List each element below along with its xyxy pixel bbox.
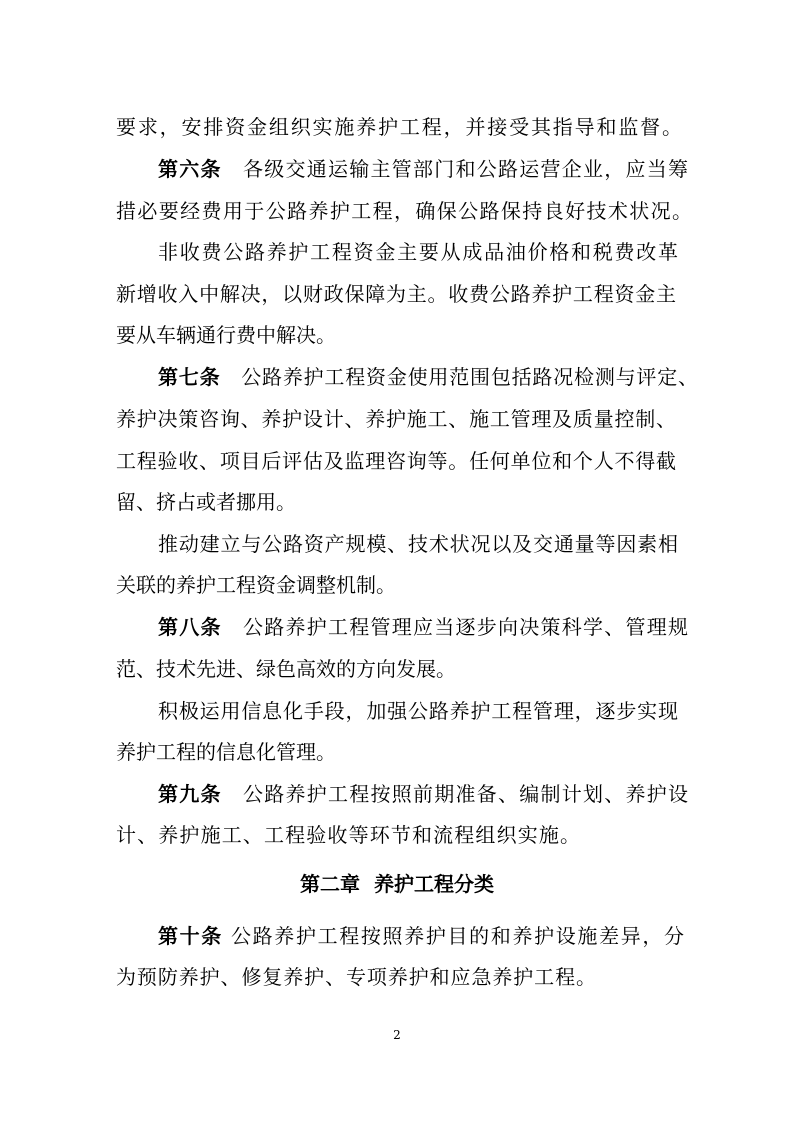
body-line-4: 非收费公路养护工程资金主要从成品油价格和税费改革 bbox=[158, 240, 678, 264]
article-10-label: 第十条 bbox=[158, 924, 223, 948]
body-line-10: 留、挤占或者挪用。 bbox=[116, 490, 296, 514]
article-9-text: 公路养护工程按照前期准备、编制计划、养护设 bbox=[243, 782, 688, 806]
article-6-text: 各级交通运输主管部门和公路运营企业，应当筹 bbox=[243, 157, 688, 181]
article-6-label: 第六条 bbox=[158, 157, 222, 181]
article-6-line-1 bbox=[158, 157, 688, 181]
body-line-8: 养护决策咨询、养护设计、养护施工、施工管理及质量控制、 bbox=[116, 407, 676, 431]
body-line-16: 养护工程的信息化管理。 bbox=[116, 740, 336, 764]
body-line-6: 要从车辆通行费中解决。 bbox=[116, 323, 336, 347]
article-10-line-1 bbox=[158, 924, 684, 948]
body-line-14: 范、技术先进、绿色高效的方向发展。 bbox=[116, 657, 456, 681]
article-9-line-1 bbox=[158, 782, 688, 806]
body-line-1: 要求，安排资金组织实施养护工程，并接受其指导和监督。 bbox=[116, 115, 682, 139]
article-7-text: 公路养护工程资金使用范围包括路况检测与评定、 bbox=[241, 365, 699, 389]
body-line-9: 工程验收、项目后评估及监理咨询等。任何单位和个人不得截 bbox=[116, 449, 676, 473]
chapter-heading: 第二章 养护工程分类 bbox=[300, 872, 494, 896]
article-8-text: 公路养护工程管理应当逐步向决策科学、管理规 bbox=[243, 615, 688, 639]
body-line-21: 为预防养护、修复养护、专项养护和应急养护工程。 bbox=[116, 965, 596, 989]
article-8-line-1 bbox=[158, 615, 688, 639]
article-8-label: 第八条 bbox=[158, 615, 222, 639]
body-line-18: 计、养护施工、工程验收等环节和流程组织实施。 bbox=[116, 823, 580, 847]
body-line-5: 新增收入中解决，以财政保障为主。收费公路养护工程资金主 bbox=[116, 282, 676, 306]
article-7-line-1 bbox=[158, 365, 698, 389]
body-line-3: 措必要经费用于公路养护工程，确保公路保持良好技术状况。 bbox=[116, 199, 692, 223]
page-number: 2 bbox=[393, 1028, 401, 1042]
article-10-text: 公路养护工程按照养护目的和养护设施差异，分 bbox=[230, 924, 685, 948]
article-9-label: 第九条 bbox=[158, 782, 222, 806]
article-7-label: 第七条 bbox=[158, 365, 221, 389]
body-line-11: 推动建立与公路资产规模、技术状况以及交通量等因素相 bbox=[158, 532, 678, 556]
body-line-12: 关联的养护工程资金调整机制。 bbox=[116, 573, 396, 597]
body-line-15: 积极运用信息化手段，加强公路养护工程管理，逐步实现 bbox=[158, 699, 678, 723]
